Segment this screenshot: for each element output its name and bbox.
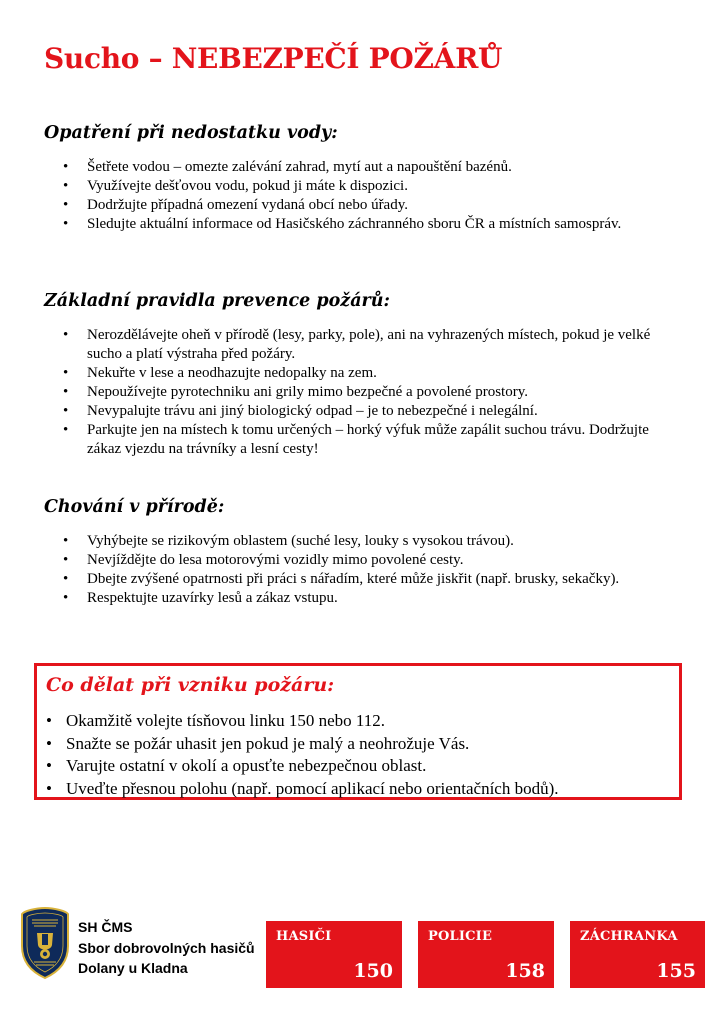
list-item: • Nevypalujte trávu ani jiný biologický odpad – je to nebezpečné i nelegální.	[44, 402, 684, 421]
alert-heading: Co dělat při vzniku požáru:	[46, 674, 335, 696]
section-fire-prevention	[44, 291, 684, 459]
list-item: • Nekuřte v lese a neodhazujte nedopalky na zem.	[44, 364, 684, 383]
bullet-list	[44, 532, 684, 608]
firefighters-emblem-icon	[20, 906, 70, 980]
list-item: • Parkujte jen na místech k tomu určených – horký výfuk může zapálit suchou trávu. Dodržujte zákaz vjezdu na trávníky a lesní cesty!	[44, 421, 684, 459]
emergency-number: 150	[353, 960, 393, 982]
section-nature-behavior	[44, 497, 684, 608]
list-item: • Dbejte zvýšené opatrnosti při práci s nářadím, které může jiskřit (např. brusky, sekačky).	[44, 570, 684, 589]
emergency-label: POLICIE	[428, 929, 493, 944]
list-item: • Dodržujte případná omezení vydaná obcí nebo úřady.	[44, 196, 684, 215]
alert-list	[37, 710, 677, 800]
list-item: • Nepoužívejte pyrotechniku ani grily mimo bezpečné a povolené prostory.	[44, 383, 684, 402]
list-item: • Snažte se požár uhasit jen pokud je malý a neohrožuje Vás.	[37, 733, 677, 756]
list-item: • Uveďte přesnou polohu (např. pomocí aplikací nebo orientačních bodů).	[37, 778, 677, 801]
list-item: • Varujte ostatní v okolí a opusťte nebezpečnou oblast.	[37, 755, 677, 778]
bullet-list	[44, 158, 684, 234]
list-item: • Sledujte aktuální informace od Hasičského záchranného sboru ČR a místních samospráv.	[44, 215, 684, 234]
list-item: • Vyhýbejte se rizikovým oblastem (suché lesy, louky s vysokou trávou).	[44, 532, 684, 551]
emergency-label: ZÁCHRANKA	[580, 929, 678, 944]
org-line: Sbor dobrovolných hasičů	[78, 939, 255, 956]
section-heading: Chování v přírodě:	[44, 497, 225, 517]
list-item: • Nevjíždějte do lesa motorovými vozidly mimo povolené cesty.	[44, 551, 684, 570]
section-heading: Opatření při nedostatku vody:	[44, 123, 338, 143]
page-title: Sucho – NEBEZPEČÍ POŽÁRŮ	[44, 42, 503, 75]
bullet-list	[44, 326, 684, 459]
org-line: SH ČMS	[78, 919, 133, 935]
emergency-ambulance	[570, 921, 705, 988]
list-item: • Využívejte dešťovou vodu, pokud ji máte k dispozici.	[44, 177, 684, 196]
emergency-firefighters	[266, 921, 402, 988]
emergency-label: HASIČI	[276, 929, 332, 944]
list-item: • Respektujte uzavírky lesů a zákaz vstupu.	[44, 589, 684, 608]
organization-name	[78, 917, 255, 979]
list-item: • Okamžitě volejte tísňovou linku 150 nebo 112.	[37, 710, 677, 733]
emergency-number: 155	[656, 960, 696, 982]
section-water-measures	[44, 123, 684, 234]
list-item: • Nerozdělávejte oheň v přírodě (lesy, parky, pole), ani na vyhrazených místech, pokud je velké sucho a platí výstraha před požáry.	[44, 326, 684, 364]
section-heading: Základní pravidla prevence požárů:	[44, 291, 390, 311]
org-line: Dolany u Kladna	[78, 960, 188, 976]
emergency-number: 158	[505, 960, 545, 982]
emergency-police	[418, 921, 554, 988]
list-item: • Šetřete vodou – omezte zalévání zahrad, mytí aut a napouštění bazénů.	[44, 158, 684, 177]
fire-response-box	[34, 663, 682, 800]
